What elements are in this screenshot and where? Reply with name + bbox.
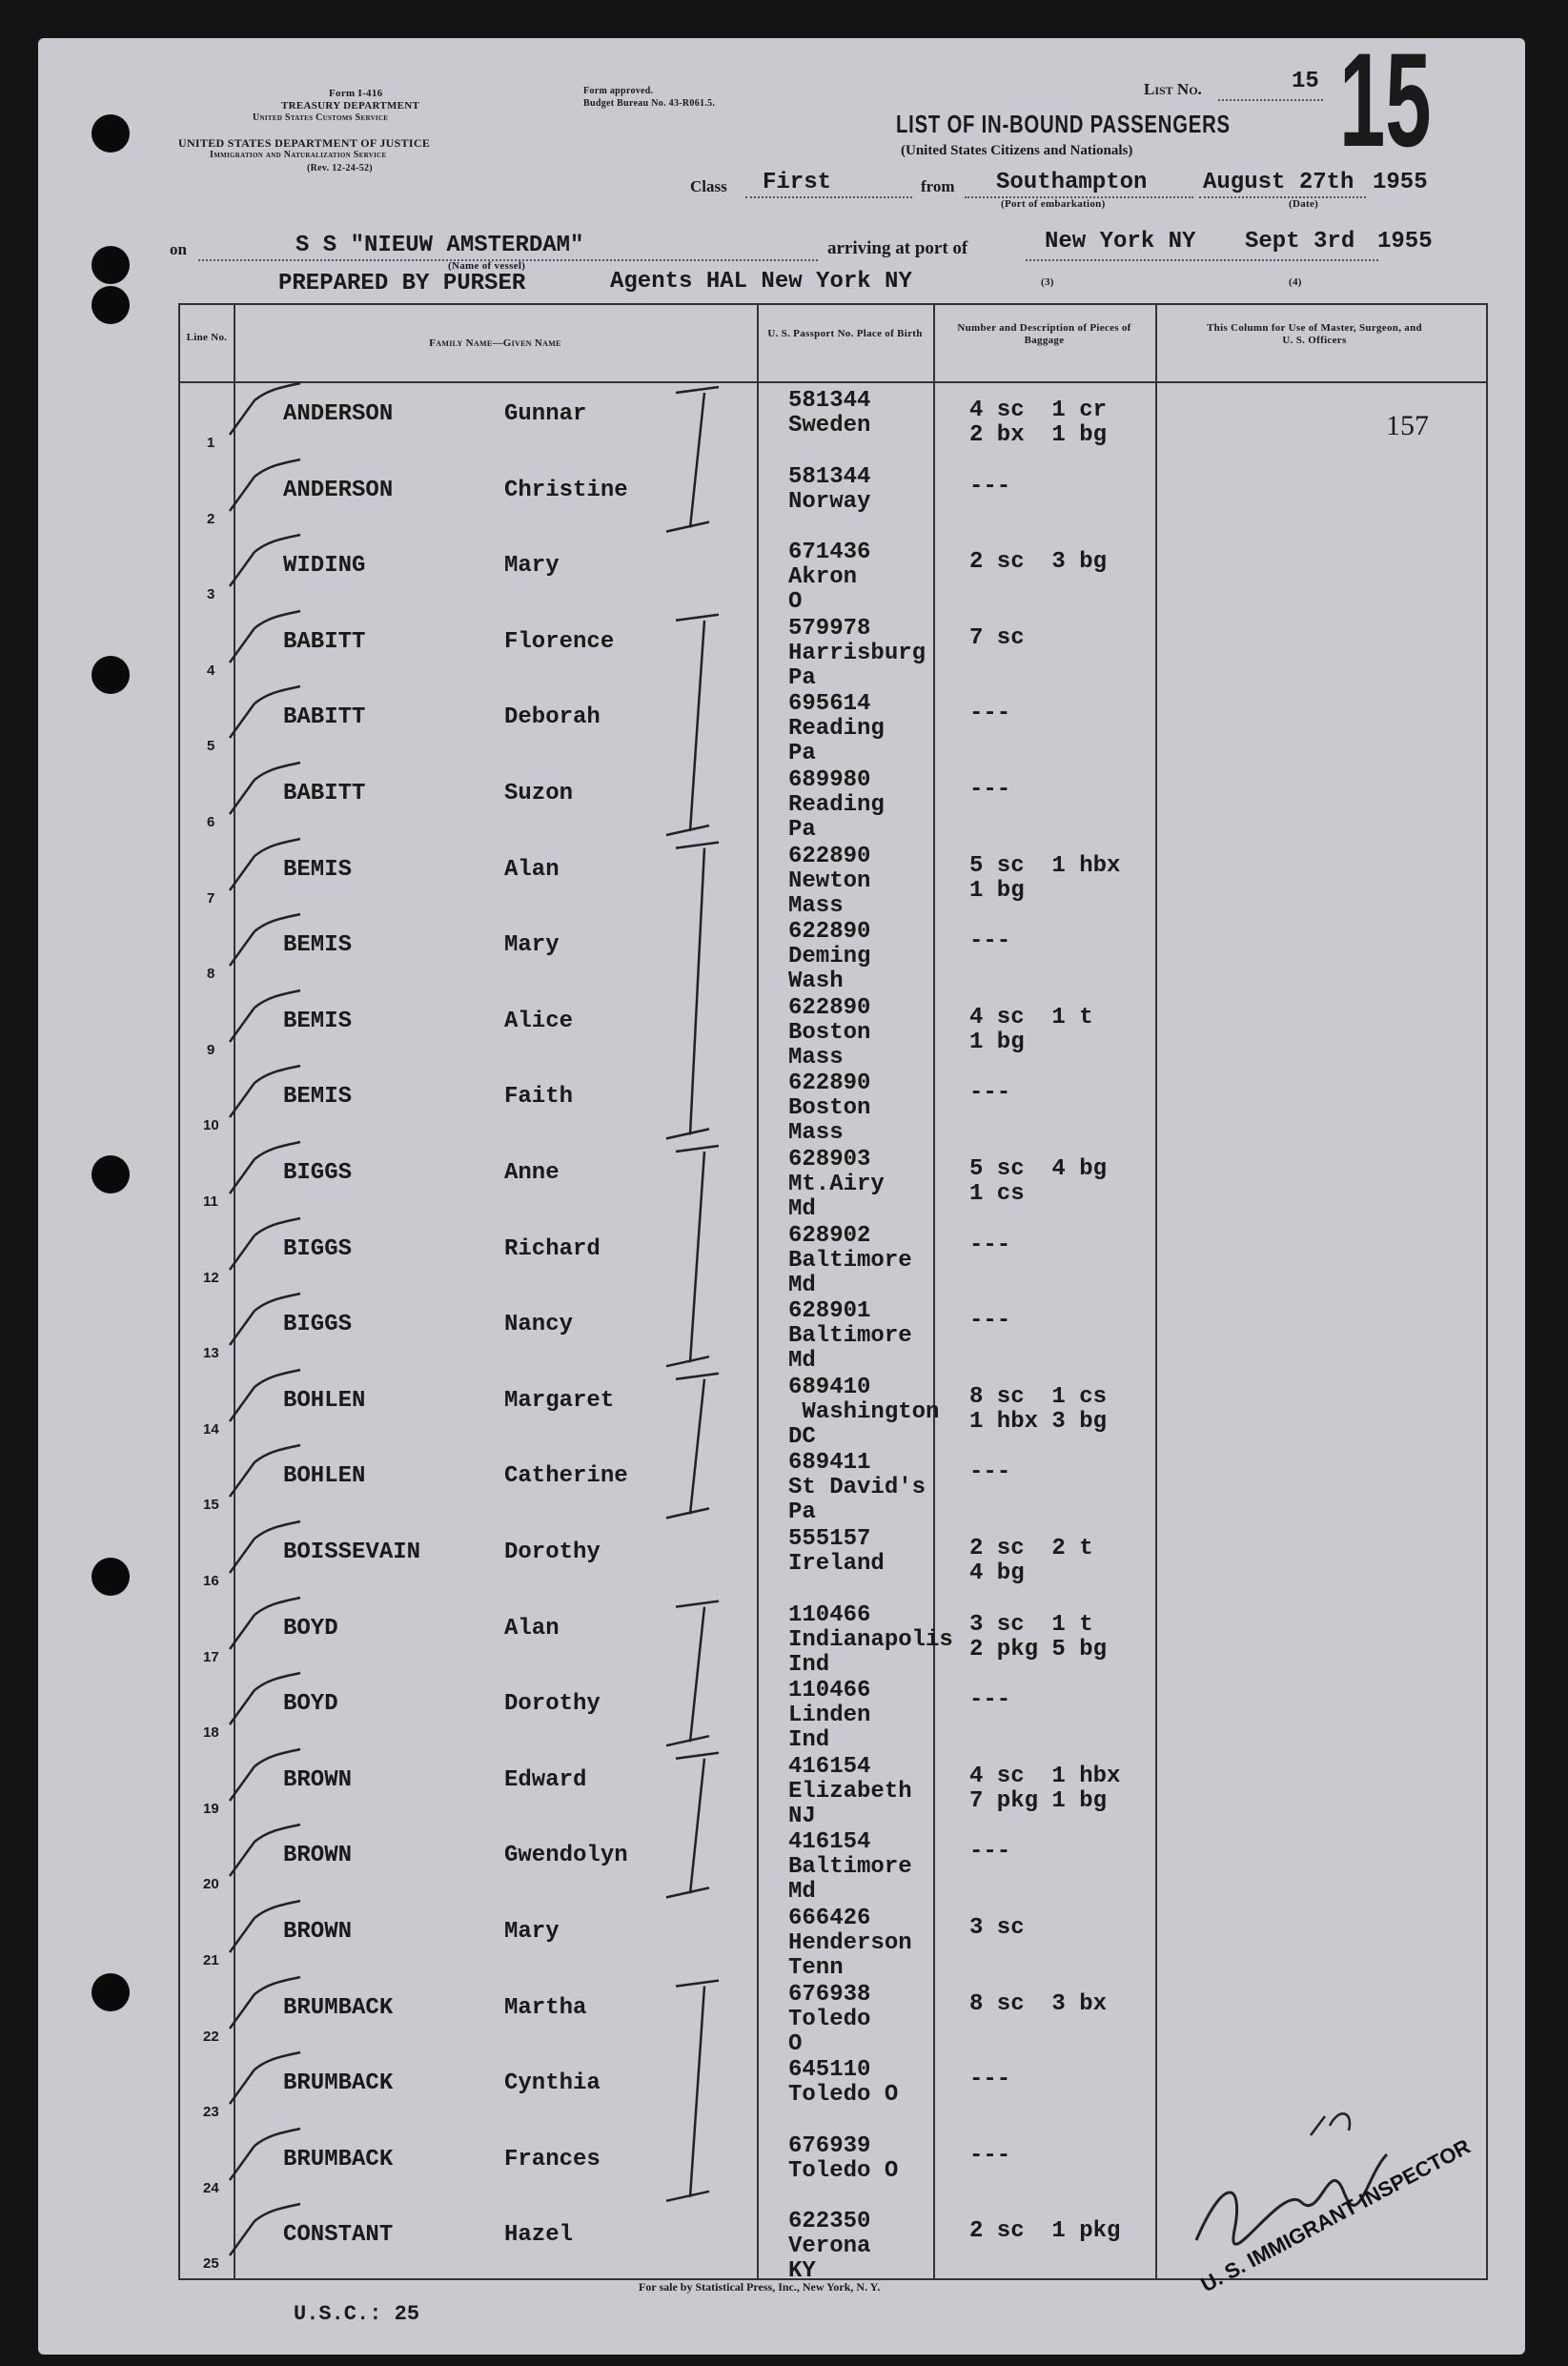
family-name: BIGGS	[283, 1160, 353, 1186]
table-row	[180, 537, 1486, 616]
family-name: BEMIS	[283, 1084, 353, 1111]
table-row	[180, 1372, 1486, 1448]
table-row	[180, 1675, 1486, 1754]
baggage: 3 sc	[969, 1915, 1025, 1941]
table-row	[180, 1600, 1486, 1676]
line-number: 4	[207, 662, 215, 679]
given-name: Edward	[504, 1766, 587, 1793]
passport-number: 416154	[788, 1753, 871, 1780]
line-number: 12	[203, 1269, 219, 1286]
baggage: 2 sc 2 t 4 bg	[969, 1536, 1093, 1586]
line-number: 6	[207, 814, 215, 830]
baggage: 4 sc 1 t 1 bg	[969, 1004, 1093, 1055]
place-of-birth: Baltimore Md	[788, 1247, 912, 1298]
line-number: 2	[207, 510, 215, 527]
baggage: 8 sc 1 cs 1 hbx 3 bg	[969, 1383, 1108, 1435]
baggage: ---	[969, 1080, 1011, 1107]
passport-number: 581344	[788, 388, 871, 414]
check-mark	[226, 1726, 302, 1803]
given-name: Mary	[504, 553, 560, 580]
passport-number: 555157	[788, 1526, 871, 1552]
passport-number: 622890	[788, 843, 871, 869]
check-mark	[226, 588, 302, 664]
family-name: BROWN	[283, 1766, 353, 1793]
line-number: 20	[203, 1876, 219, 1893]
given-name: Suzon	[504, 781, 574, 806]
line-number: 13	[203, 1345, 219, 1362]
check-mark	[226, 1499, 302, 1575]
place-of-birth: Akron O	[788, 564, 858, 616]
check-mark	[226, 1575, 302, 1651]
baggage: 4 sc 1 cr 2 bx 1 bg	[969, 398, 1108, 448]
list-subtitle: (United States Citizens and Nationals)	[901, 143, 1133, 158]
place-of-birth: Reading Pa	[788, 716, 885, 767]
place-of-birth: Toledo O	[788, 2006, 871, 2057]
baggage: ---	[969, 777, 1011, 803]
place-of-birth: Henderson Tenn	[788, 1930, 912, 1981]
check-mark	[226, 663, 302, 740]
check-mark	[226, 968, 302, 1044]
line-number: 23	[203, 2104, 219, 2121]
given-name: Richard	[504, 1235, 601, 1262]
header-baggage: Number and Description of Pieces of Baggage	[957, 322, 1131, 346]
table-row	[180, 992, 1486, 1069]
baggage: 8 sc 3 bx	[969, 1990, 1108, 2017]
passenger-table	[178, 303, 1488, 2285]
line-number: 25	[203, 2255, 219, 2273]
immigration-label: Immigration and Naturalization Service	[210, 150, 387, 160]
table-row	[180, 461, 1486, 538]
check-mark	[226, 1271, 302, 1347]
class-value: First	[763, 170, 832, 195]
arriving-label: arriving at port of	[827, 238, 968, 258]
table-row	[180, 841, 1486, 917]
place-of-birth: Linden Ind	[788, 1703, 871, 1754]
date-caption: (Date)	[1289, 198, 1319, 210]
header-officers: This Column for Use of Master, Surgeon, and U. S. Officers	[1207, 322, 1422, 346]
given-name: Anne	[504, 1160, 560, 1186]
baggage: ---	[969, 2067, 1011, 2093]
passport-number: 645110	[788, 2057, 871, 2084]
given-name: Martha	[504, 1994, 587, 2021]
place-of-birth: Norway	[788, 488, 871, 515]
baggage: 4 sc 1 hbx 7 pkg 1 bg	[969, 1763, 1121, 1814]
line-number: 24	[203, 2179, 219, 2196]
passport-number: 622350	[788, 2209, 871, 2235]
family-name: WIDING	[283, 553, 366, 580]
punch-hole	[92, 246, 130, 284]
place-of-birth: Baltimore Md	[788, 1323, 912, 1375]
prepared-by: PREPARED BY PURSER	[278, 271, 526, 296]
baggage: ---	[969, 1459, 1011, 1486]
vessel-name: S S "NIEUW AMSTERDAM"	[295, 233, 584, 258]
place-of-birth: Baltimore Md	[788, 1854, 912, 1906]
passport-number: 416154	[788, 1829, 871, 1856]
class-label: Class	[690, 177, 727, 195]
check-mark	[226, 512, 302, 588]
baggage: ---	[969, 1687, 1011, 1714]
given-name: Hazel	[504, 2222, 574, 2249]
place-of-birth: Toledo O	[788, 2157, 899, 2184]
passport-number: 676939	[788, 2132, 871, 2159]
family-name: BIGGS	[283, 1312, 353, 1338]
passport-number: 689410	[788, 1374, 871, 1400]
family-name: BROWN	[283, 1843, 353, 1869]
baggage: ---	[969, 1232, 1011, 1258]
baggage: 2 sc 1 pkg	[969, 2218, 1121, 2245]
line-number: 9	[207, 1041, 215, 1058]
line-number: 17	[203, 1648, 219, 1665]
table-row	[180, 1220, 1486, 1296]
table-row	[180, 385, 1486, 461]
passport-number: 666426	[788, 1906, 871, 1931]
family-name: BOHLEN	[283, 1387, 366, 1414]
given-name: Alice	[504, 1008, 574, 1034]
passport-number: 671436	[788, 540, 871, 566]
port-embarkation-caption: (Port of embarkation)	[1001, 198, 1106, 210]
check-mark	[226, 1802, 302, 1878]
given-name: Gunnar	[504, 401, 587, 427]
family-name: ANDERSON	[283, 477, 394, 503]
given-name: Mary	[504, 1919, 560, 1945]
place-of-birth: Toledo O	[788, 2082, 899, 2109]
baggage: ---	[969, 701, 1011, 727]
given-name: Gwendolyn	[504, 1843, 628, 1869]
place-of-birth: Newton Mass	[788, 867, 871, 919]
table-row	[180, 765, 1486, 841]
list-title: LIST OF IN-BOUND PASSENGERS	[896, 110, 1231, 138]
stamp-text: U. S. IMMIGRANT INSPECTOR	[1196, 2133, 1475, 2297]
table-row	[180, 1144, 1486, 1220]
baggage: ---	[969, 928, 1011, 955]
caption-3: (3)	[1041, 276, 1054, 288]
header-passport: U. S. Passport No. Place of Birth	[767, 328, 923, 339]
from-label: from	[921, 177, 955, 195]
family-name: BEMIS	[283, 856, 353, 883]
family-name: ANDERSON	[283, 401, 394, 427]
line-number: 7	[207, 889, 215, 907]
given-name: Mary	[504, 932, 560, 959]
printer-line: For sale by Statistical Press, Inc., New York, N. Y.	[639, 2280, 881, 2294]
page-number: 15	[1339, 25, 1432, 174]
passport-number: 689411	[788, 1450, 871, 1477]
passport-number: 622890	[788, 994, 871, 1021]
line-number: 10	[203, 1117, 219, 1134]
given-name: Deborah	[504, 704, 601, 731]
line-number: 11	[203, 1193, 218, 1210]
given-name: Cynthia	[504, 2070, 601, 2097]
justice-label: UNITED STATES DEPARTMENT OF JUSTICE	[178, 136, 431, 150]
check-mark	[226, 437, 302, 513]
place-of-birth: Deming Wash	[788, 944, 871, 995]
punch-hole	[92, 1973, 130, 2011]
punch-hole	[92, 1155, 130, 1193]
line-number: 15	[203, 1497, 219, 1514]
given-name: Dorothy	[504, 1540, 601, 1565]
given-name: Christine	[504, 477, 628, 503]
line-number: 21	[203, 1952, 219, 1968]
place-of-birth: Ireland	[788, 1551, 885, 1577]
vessel-caption: (Name of vessel)	[448, 260, 526, 272]
family-name: BRUMBACK	[283, 1994, 394, 2021]
table-row	[180, 1295, 1486, 1375]
line-number: 22	[203, 2028, 219, 2045]
table-row	[180, 916, 1486, 995]
passport-number: 628901	[788, 1298, 871, 1325]
revision-label: (Rev. 12-24-52)	[307, 163, 373, 173]
check-mark	[226, 1954, 302, 2030]
passport-number: 110466	[788, 1601, 871, 1628]
table-row	[180, 1068, 1486, 1147]
family-name: BEMIS	[283, 932, 353, 959]
passport-number: 689980	[788, 767, 871, 793]
form-id: Form I-416	[329, 88, 383, 99]
line-number: 19	[203, 1800, 219, 1817]
place-of-birth: Boston Mass	[788, 1019, 871, 1071]
table-row	[180, 1826, 1486, 1906]
family-name: BOYD	[283, 1691, 338, 1718]
family-name: BIGGS	[283, 1235, 353, 1262]
place-of-birth: Elizabeth NJ	[788, 1778, 912, 1829]
family-name: BRUMBACK	[283, 2146, 394, 2172]
check-mark	[226, 1878, 302, 1954]
treasury-label: TREASURY DEPARTMENT	[281, 100, 420, 112]
on-label: on	[170, 240, 187, 258]
line-number: 1	[207, 435, 215, 451]
place-of-birth: Mt.Airy Md	[788, 1172, 885, 1222]
table-row	[180, 1447, 1486, 1526]
given-name: Faith	[504, 1084, 574, 1111]
line-number: 5	[207, 738, 215, 755]
family-name: BOYD	[283, 1615, 338, 1642]
place-of-birth: Boston Mass	[788, 1095, 871, 1147]
arrival-year: 1955	[1377, 229, 1433, 255]
table-row	[180, 1903, 1486, 1979]
given-name: Frances	[504, 2146, 601, 2172]
customs-label: United States Customs Service	[253, 112, 389, 123]
family-name: BABITT	[283, 628, 366, 655]
family-name: BROWN	[283, 1919, 353, 1945]
check-mark	[226, 2029, 302, 2106]
table-row	[180, 613, 1486, 689]
place-of-birth: St David's Pa	[788, 1475, 927, 1526]
check-mark	[226, 1347, 302, 1423]
table-row	[180, 688, 1486, 765]
family-name: BRUMBACK	[283, 2070, 394, 2097]
place-of-birth: Indianapolis Ind	[788, 1626, 953, 1678]
inspector-stamp	[1168, 2097, 1530, 2297]
departure-year: 1955	[1373, 170, 1428, 195]
check-mark	[226, 360, 302, 437]
check-mark	[226, 1119, 302, 1195]
punch-hole	[92, 114, 130, 153]
baggage: 5 sc 1 hbx 1 bg	[969, 852, 1121, 904]
table-row	[180, 1751, 1486, 1827]
given-name: Nancy	[504, 1312, 574, 1338]
family-name: CONSTANT	[283, 2222, 394, 2249]
check-mark	[226, 1422, 302, 1499]
baggage: ---	[969, 1308, 1011, 1335]
given-name: Florence	[504, 628, 615, 655]
family-name: BABITT	[283, 781, 366, 806]
usc-count: U.S.C.: 25	[294, 2302, 420, 2326]
place-of-birth: Washington DC	[788, 1398, 940, 1450]
list-no-label: List No.	[1144, 80, 1202, 98]
check-mark	[226, 2106, 302, 2182]
baggage: 3 sc 1 t 2 pkg 5 bg	[969, 1611, 1108, 1662]
baggage: 7 sc	[969, 624, 1025, 651]
arrival-date: Sept 3rd	[1245, 229, 1355, 255]
check-mark	[226, 1650, 302, 1726]
place-of-birth: Sweden	[788, 413, 871, 439]
check-mark	[226, 1043, 302, 1119]
given-name: Margaret	[504, 1387, 615, 1414]
officer-note: 157	[1386, 410, 1429, 441]
given-name: Catherine	[504, 1463, 628, 1490]
family-name: BOHLEN	[283, 1463, 366, 1490]
passport-number: 622890	[788, 1071, 871, 1097]
given-name: Alan	[504, 856, 560, 883]
passport-number: 628902	[788, 1222, 871, 1249]
passport-number: 579978	[788, 615, 871, 642]
check-mark	[226, 1195, 302, 1272]
table-row	[180, 1979, 1486, 2055]
budget-bureau: Budget Bureau No. 43-R061.5.	[583, 98, 716, 109]
baggage: ---	[969, 2142, 1011, 2169]
passport-number: 622890	[788, 919, 871, 946]
line-number: 8	[207, 966, 215, 983]
table-row	[180, 1523, 1486, 1600]
punch-hole	[92, 286, 130, 324]
check-mark	[226, 816, 302, 892]
check-mark	[226, 740, 302, 816]
place-of-birth: Reading Pa	[788, 792, 885, 843]
port-of-embarkation: Southampton	[996, 170, 1148, 195]
caption-4: (4)	[1289, 276, 1302, 288]
place-of-birth: Harrisburg Pa	[788, 640, 927, 691]
line-number: 14	[203, 1420, 219, 1438]
line-number: 18	[203, 1724, 219, 1742]
baggage: ---	[969, 473, 1011, 500]
form-approved: Form approved.	[583, 86, 654, 96]
check-mark	[226, 891, 302, 968]
family-name: BABITT	[283, 704, 366, 731]
baggage: ---	[969, 1839, 1011, 1866]
passport-number: 695614	[788, 691, 871, 718]
passport-number: 676938	[788, 1981, 871, 2008]
family-name: BEMIS	[283, 1008, 353, 1034]
baggage: 2 sc 3 bg	[969, 549, 1108, 576]
passport-number: 110466	[788, 1678, 871, 1704]
list-no-value: 15	[1292, 69, 1319, 94]
agents: Agents HAL New York NY	[610, 269, 912, 295]
given-name: Dorothy	[504, 1691, 601, 1718]
header-name: Family Name—Given Name	[429, 337, 561, 349]
punch-hole	[92, 656, 130, 694]
arrival-port: New York NY	[1045, 229, 1196, 255]
given-name: Alan	[504, 1615, 560, 1642]
family-name: BOISSEVAIN	[283, 1540, 421, 1565]
passport-number: 628903	[788, 1147, 871, 1173]
baggage: 5 sc 4 bg 1 cs	[969, 1156, 1108, 1207]
punch-hole	[92, 1558, 130, 1596]
place-of-birth: Verona KY	[788, 2233, 871, 2285]
departure-date: August 27th	[1203, 170, 1354, 195]
header-line-no: Line No.	[186, 332, 228, 343]
line-number: 16	[203, 1573, 219, 1589]
check-mark	[226, 2181, 302, 2257]
passport-number: 581344	[788, 463, 871, 490]
line-number: 3	[207, 586, 215, 603]
